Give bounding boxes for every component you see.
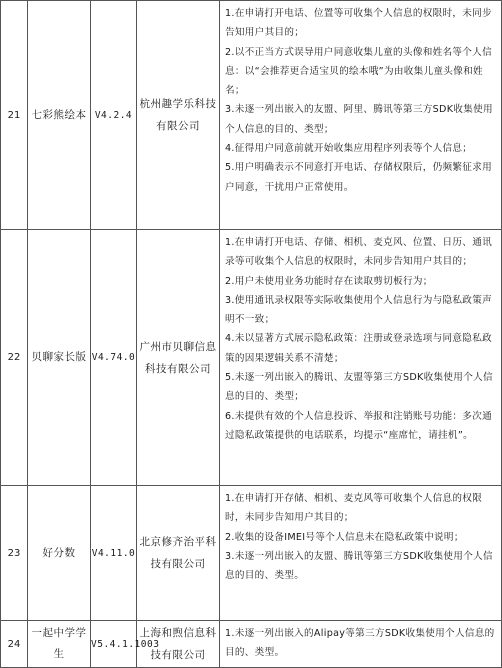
issue-item: 4.征得用户同意前就开始收集应用程序列表等个人信息； bbox=[225, 143, 473, 155]
app-version-cell: V4.11.0 bbox=[91, 486, 137, 621]
issue-item: 3.使用通讯录权限等实际收集使用个人信息行为与隐私政策声明不一致； bbox=[225, 294, 492, 326]
issue-item: 2.以不正当方式误导用户同意收集儿童的头像和姓名等个人信息：以“会推荐更合适宝贝的绘本哦”为由收集儿童头像和姓名； bbox=[225, 46, 492, 97]
table-row bbox=[1, 621, 502, 668]
table-row bbox=[1, 486, 502, 621]
app-name-cell: 贝聊家长版 bbox=[28, 230, 91, 486]
app-version-cell: V5.4.1.1003 bbox=[91, 621, 137, 668]
row-number-cell: 22 bbox=[1, 230, 28, 486]
issue-item: 4.未以显著方式展示隐私政策：注册或登录选项与同意隐私政策的因果逻辑关系不清楚； bbox=[225, 333, 492, 364]
issue-item: 1.在申请打开存储、相机、麦克风等可收集个人信息的权限时，未同步告知用户其目的； bbox=[225, 493, 483, 524]
issue-item: 5.用户明确表示不同意打开电话、存储权限后，仍频繁征求用户同意，干扰用户正常使用。 bbox=[225, 162, 492, 193]
table-row bbox=[1, 1, 502, 230]
issue-item: 2.用户未使用业务功能时存在读取剪切板行为； bbox=[225, 275, 433, 287]
issues-cell bbox=[220, 621, 502, 668]
company-cell: 上海和煦信息科技有限公司 bbox=[137, 621, 220, 668]
row-number-cell: 23 bbox=[1, 486, 28, 621]
issue-item: 1.在申请打开电话、存储、相机、麦克风、位置、日历、通讯录等可收集个人信息的权限时，未同步告知用户其目的； bbox=[225, 237, 492, 268]
issue-item: 1.在申请打开电话、位置等可收集个人信息的权限时，未同步告知用户其目的； bbox=[225, 8, 492, 39]
issue-item: 3.未逐一列出嵌入的友盟、腾讯等第三方SDK收集使用个人信息的目的、类型。 bbox=[225, 550, 493, 582]
row-number-cell: 21 bbox=[1, 1, 28, 230]
issue-item: 6.未提供有效的个人信息投诉、举报和注销账号功能：多次通过隐私政策提供的电话联系，均提示“座席忙，请挂机”。 bbox=[225, 410, 492, 441]
issues-cell bbox=[220, 1, 502, 230]
company-cell: 北京修齐治平科技有限公司 bbox=[137, 486, 220, 621]
issue-item: 2.收集的设备IMEI号等个人信息未在隐私政策中说明； bbox=[225, 531, 464, 543]
app-name-cell: 一起中学学生 bbox=[28, 621, 91, 668]
app-version-cell: V4.74.0 bbox=[91, 230, 137, 486]
issues-cell bbox=[220, 486, 502, 621]
app-name-cell: 好分数 bbox=[28, 486, 91, 621]
row-number-cell: 24 bbox=[1, 621, 28, 668]
table-row bbox=[1, 230, 502, 486]
issues-cell bbox=[220, 230, 502, 486]
issue-item: 3.未逐一列出嵌入的友盟、阿里、腾讯等第三方SDK收集使用个人信息的目的、类型； bbox=[225, 104, 493, 135]
issue-item: 1.未逐一列出嵌入的Alipay等第三方SDK收集使用个人信息的目的、类型。 bbox=[225, 628, 495, 659]
app-name-cell: 七彩熊绘本 bbox=[28, 1, 91, 230]
app-version-cell: V4.2.4 bbox=[91, 1, 137, 230]
company-cell: 杭州趣学乐科技有限公司 bbox=[137, 1, 220, 230]
issue-item: 5.未逐一列出嵌入的腾讯、友盟等第三方SDK收集使用个人信息的目的、类型； bbox=[225, 372, 493, 403]
company-cell: 广州市贝聊信息科技有限公司 bbox=[137, 230, 220, 486]
